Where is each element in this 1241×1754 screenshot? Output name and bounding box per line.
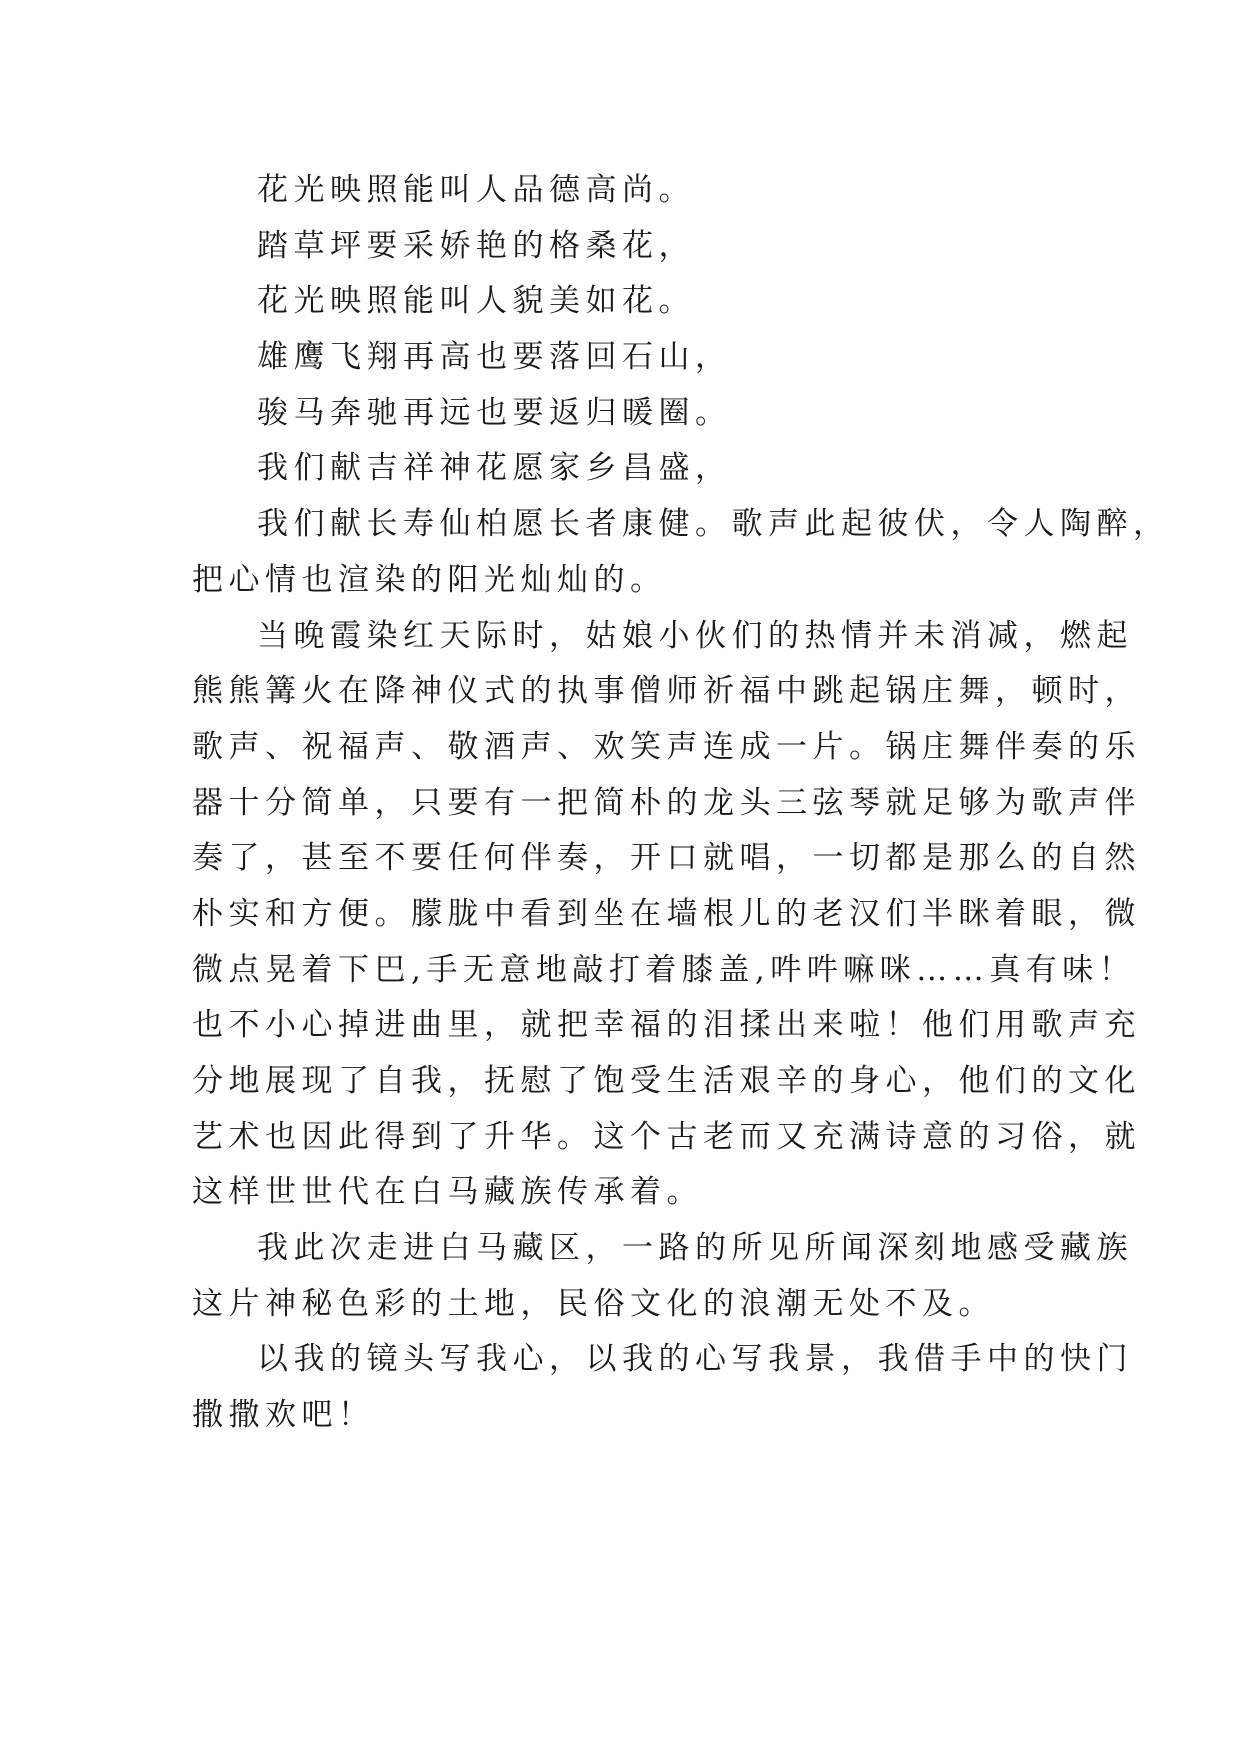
text-line: 我此次走进白马藏区，一路的所见所闻深刻地感受藏族: [257, 1230, 1133, 1267]
text-line: 当晚霞染红天际时，姑娘小伙们的热情并未消减，燃起: [257, 617, 1133, 654]
text-line: 微点晃着下巴,手无意地敲打着膝盖,吽吽嘛咪……真有味！: [192, 951, 1136, 988]
text-line: 骏马奔驰再远也要返归暖圈。: [257, 394, 732, 431]
text-line: 花光映照能叫人品德高尚。: [257, 172, 695, 208]
text-line: 踏草坪要采娇艳的格桑花，: [257, 227, 695, 264]
text-line: 这片神秘色彩的土地，民俗文化的浪潮无处不及。: [192, 1285, 995, 1322]
text-line: 也不小心掉进曲里，就把幸福的泪揉出来啦！他们用歌声充: [192, 1007, 1141, 1044]
text-line: 把心情也渲染的阳光灿灿的。: [192, 561, 667, 598]
text-line: 我们献长寿仙柏愿长者康健。歌声此起彼伏，令人陶醉，: [257, 506, 1170, 543]
text-line: 分地展现了自我，抚慰了饱受生活艰辛的身心，他们的文化: [192, 1063, 1141, 1099]
text-line: 我们献吉祥神花愿家乡昌盛，: [257, 450, 732, 487]
text-line: 这样世世代在白马藏族传承着。: [192, 1174, 703, 1211]
text-line: 花光映照能叫人貌美如花。: [257, 283, 695, 320]
text-line: 朴实和方便。朦胧中看到坐在墙根儿的老汉们半眯着眼，微: [192, 895, 1141, 932]
text-line: 器十分简单，只要有一把简朴的龙头三弦琴就足够为歌声伴: [192, 784, 1141, 821]
text-line: 以我的镜头写我心，以我的心写我景，我借手中的快门: [257, 1341, 1133, 1378]
text-line: 奏了，甚至不要任何伴奏，开口就唱，一切都是那么的自然: [192, 840, 1141, 877]
text-line: 熊熊篝火在降神仪式的执事僧师祈福中跳起锅庄舞，顿时，: [192, 673, 1141, 710]
text-line: 歌声、祝福声、敬酒声、欢笑声连成一片。锅庄舞伴奏的乐: [192, 728, 1141, 765]
text-line: 撒撒欢吧！: [192, 1397, 375, 1434]
document-body: [192, 163, 1170, 1444]
text-line: 艺术也因此得到了升华。这个古老而又充满诗意的习俗，就: [192, 1118, 1141, 1155]
text-line: 雄鹰飞翔再高也要落回石山，: [257, 339, 732, 376]
